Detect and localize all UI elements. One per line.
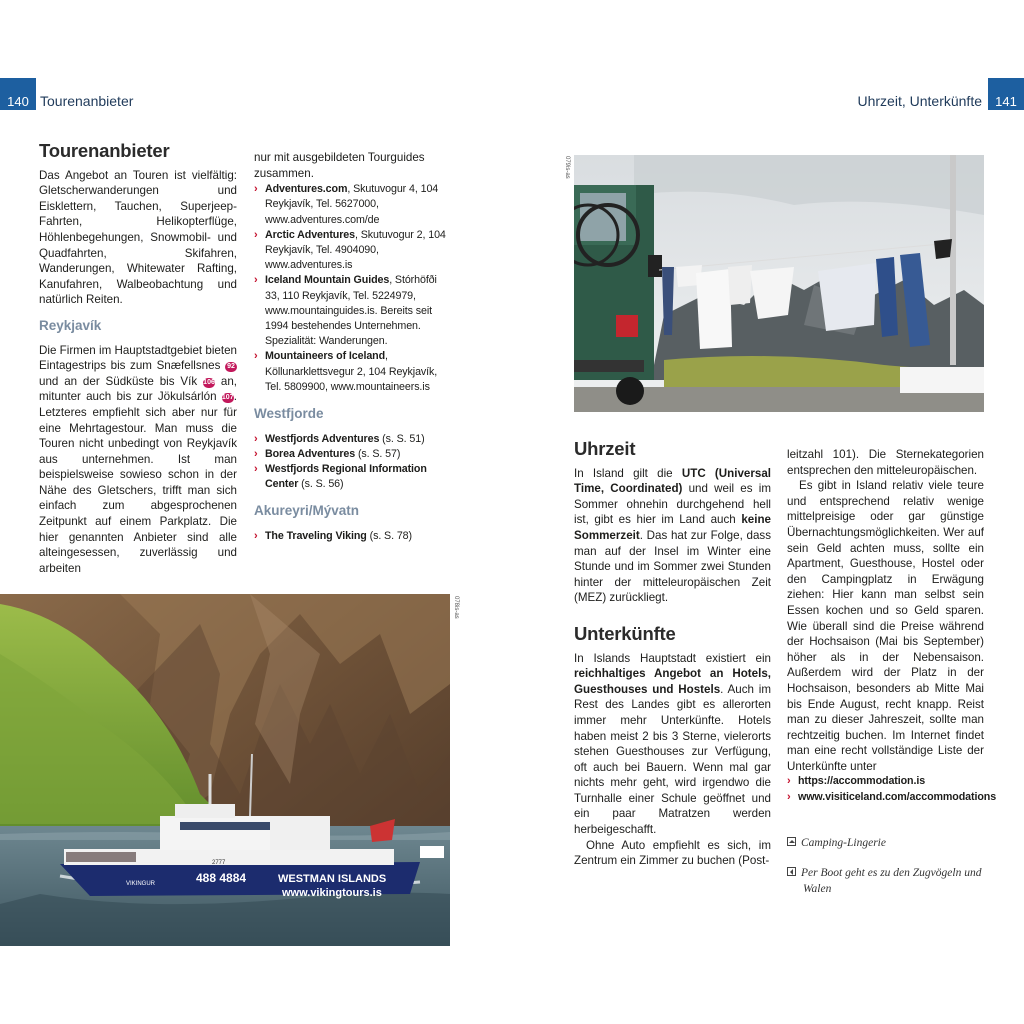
link-item[interactable]: › www.visiticeland.com/accommodations (787, 790, 984, 805)
boat-name-text: WESTMAN ISLANDS (278, 873, 387, 885)
section-heading-unterkuenfte: Unterkünfte (574, 622, 676, 644)
list-item: › The Traveling Viking (s. S. 78) (254, 529, 452, 544)
running-header-right: Uhrzeit, Unterkünfte (857, 93, 982, 109)
caption-left-arrow-icon (787, 867, 796, 876)
boat-phone-text: 488 4884 (196, 871, 247, 885)
section-heading-tourenanbieter: Tourenanbieter (39, 140, 170, 161)
page-number-right: 141 (988, 78, 1024, 110)
map-badge: 107 (221, 394, 234, 402)
page-number-left: 140 (0, 78, 36, 110)
list-item: › Borea Adventures (s. S. 57) (254, 447, 452, 462)
list-item: › Westfjords Regional Information Center (s. S. 56) (254, 463, 427, 491)
unterkuenfte-paragraph-2: Ohne Auto empfiehlt es sich, im Zentrum ein Zimmer zu buchen (Post- (574, 838, 771, 868)
list-item: › Westfjords Adventures (s. S. 51) (254, 432, 452, 447)
caption-up-arrow-icon (787, 837, 796, 846)
list-item: › Mountaineers of Iceland, Köllunarklettsvegur 2, 104 Reykjavík, Tel. 5809900, www.mountaineers.is (254, 350, 438, 393)
boat-hull-text: VIKINGUR (126, 881, 156, 887)
subheading-reykjavik: Reykjavík (39, 317, 102, 333)
camping-photo (574, 155, 984, 412)
provider-list-westfjorde (254, 432, 452, 493)
arrow-icon: › (254, 183, 258, 196)
arrow-icon: › (254, 274, 258, 287)
intro-paragraph: Das Angebot an Touren ist vielfältig: Gletscherwanderungen und Eisklettern, Tauchen, Superjeep-Fahrten, Helikopterflüge, Höhlenbegehungen, Snowmobil- und Quadfahrten, Skifahren, Wanderungen, Whitewater Rafting, Kanufahren, Walbeobachtung und natürlich Reiten. (39, 168, 237, 307)
unterkuenfte-paragraph-3: leitzahl 101). Die Sternekategorien entsprechen den mitteleuropäischen. (787, 448, 984, 477)
running-header-left: Tourenanbieter (40, 93, 134, 109)
section-heading-uhrzeit: Uhrzeit (574, 438, 636, 459)
arrow-icon: › (254, 228, 258, 241)
right-column-1 (574, 438, 772, 869)
list-item: › Iceland Mountain Guides, Stórhöfði 33, 110 Reykjavík, Tel. 5224979, www.mountainguides.is. Bereits seit 1994 bestehendes Unternehmen. Spezialität: Wanderungen. (254, 274, 437, 348)
photo-credit-right: 079is-as (564, 156, 570, 179)
arrow-icon: › (254, 432, 258, 445)
provider-list-akureyri (254, 529, 452, 544)
arrow-icon: › (787, 775, 791, 788)
boat-photo (0, 594, 450, 946)
list-item: › Arctic Adventures, Skutuvogur 2, 104 Reykjavík, Tel. 4904090, www.adventures.is (254, 228, 446, 272)
photo-credit-left: 078is-as (453, 596, 459, 619)
unterkuenfte-paragraph-4: Es gibt in Island relativ viele teure und entsprechend relativ wenige mittelpreisige oder gar günstige Übernachtungsmöglichkeiten. Wer auf sein Geld achten muss, sollte ein Apartment, Guesthouse, Hostel oder den Campingplatz in Erwägung ziehen: Hier kann man selbst sein Essen kochen und so Geld sparen. Wie überall sind die Preise während der Hochsaison (Mai bis September) höher als in der Nebensaison. Außerdem wird der Platz in der Hochsaison, besonders ab Mitte Mai bis Ende August, recht knapp. Reist man zu dieser Jahreszeit, sollte man rechtzeitig buchen. Im Internet findet man eine recht vollständige Liste der Unterkünfte unter (787, 479, 984, 773)
boat-photo-illustration (0, 594, 450, 946)
map-badge: 106 (203, 378, 215, 386)
link-item[interactable]: › https://accommodation.is (787, 774, 984, 789)
arrow-icon: › (254, 350, 258, 363)
list-item: › Adventures.com, Skutuvogur 4, 104 Reykjavík, Tel. 5627000, www.adventures.com/de (254, 183, 439, 226)
provider-list-reykjavik (254, 182, 452, 395)
subheading-westfjorde: Westfjorde (254, 406, 324, 422)
uhrzeit-paragraph: In Island gilt die UTC (Universal Time, Coordinated) und weil es im Sommer ohnehin durchgehend hell ist, gibt es hier im Land auch keine Sommerzeit. Das hat zur Folge, dass man auf der Insel im Winter eine Stunde und im Sommer zwei Stunden hinter der mitteleuropäischen Zeit (MEZ) zurückliegt. (574, 466, 771, 605)
boat-reg-text: 2777 (212, 860, 226, 866)
right-column-2 (787, 447, 997, 897)
subheading-akureyri: Akureyri/Mývatn (254, 503, 360, 519)
left-column-2 (254, 150, 452, 544)
camping-photo-illustration (574, 155, 984, 412)
accommodation-links (787, 774, 997, 804)
arrow-icon: › (254, 447, 258, 460)
caption-boat: Per Boot geht es zu den Zugvögeln und Walen (787, 865, 984, 897)
arrow-icon: › (787, 790, 791, 803)
arrow-icon: › (254, 530, 258, 543)
continued-text: nur mit ausgebildeten Tourguides zusammen. (254, 151, 425, 180)
caption-camping: Camping-Lingerie (787, 835, 984, 851)
arrow-icon: › (254, 463, 258, 476)
map-badge: 92 (225, 362, 237, 372)
left-column-1 (39, 140, 237, 576)
unterkuenfte-paragraph-1: In Islands Hauptstadt existiert ein reichhaltiges Angebot an Hotels, Guesthouses und Hostels. Auch im Rest des Landes gibt es allerorten immer mehr Unterkünfte. Hotels haben meist 2 bis 3 Sterne, vielerorts stehen Guesthouses zur Verfügung, oft auch bei Bauern. Wenn mal gar nichts mehr geht, wird irgendwo die Turnhalle einer Schule geöffnet und ein paar Matratzen werden herbeigeschafft. (574, 651, 772, 837)
boat-url-text: www.vikingtours.is (282, 887, 382, 899)
reykjavik-paragraph: Die Firmen im Hauptstadtgebiet bieten Eintagestrips bis zum Snæfellsnes 92 und an der Südküste bis Vík 106 an, mitunter auch bis zur Jökulsárlón 107. Letzteres empfiehlt sich aber nur für eine Mehrtagestour. Man muss die Touren nicht unbedingt von Reykjavík aus unternehmen. Ist man beispielsweise sowieso schon in der Nähe des Gletschers, trifft man sich einfach zum abgesprochenen Zeitpunkt auf einem Parkplatz. Die hier genannten Anbieter sind alle alteingesessen, zuverlässig und arbeiten (39, 343, 237, 575)
